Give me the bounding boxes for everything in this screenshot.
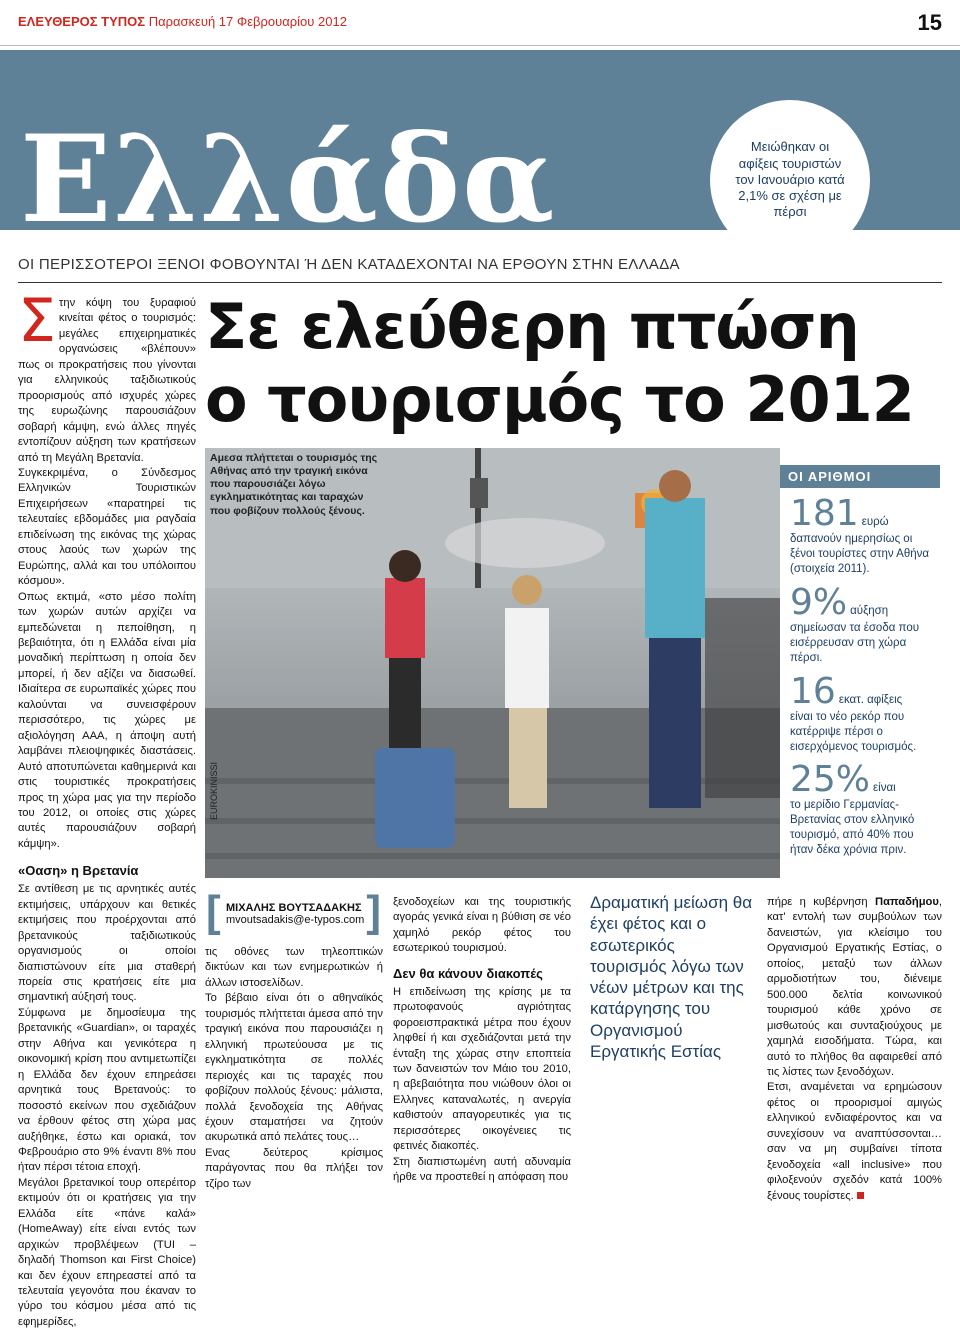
fact-text: είναι το νέο ρεκόρ που κατέρριψε πέρσι ο εισερχόμενος τουρισμός.: [790, 710, 917, 753]
fact-unit: εκατ. αφίξεις: [838, 693, 903, 706]
paper-name: ΕΛΕΥΘΕΡΟΣ ΤΥΠΟΣ: [18, 14, 146, 29]
article-headline: [205, 290, 925, 436]
byline: [206, 887, 381, 936]
article-column-middle-1: [205, 945, 383, 1192]
fact-item: [780, 754, 940, 858]
fact-unit: αύξηση: [850, 604, 889, 617]
issue-date: Παρασκευή 17 Φεβρουαρίου 2012: [148, 14, 347, 29]
paragraph: Μεγάλοι βρετανικοί τουρ οπερέιτορ εκτιμούν ότι οι κρατήσεις για την Ελλάδα είτε «πάνε καλά» (HomeAway) είτε είναι εντός των αρχικών προβλέψεων (TUI – δηλαδή Thomson και First Choice) και δεν έχουν επηρεαστεί από τα τελευταία γεγονότα που έκαναν το γύρο του κόσμου μέσα από τις εφημερίδες,: [18, 1176, 196, 1328]
fact-number: 25%: [790, 759, 871, 801]
section-title: Ελλάδα: [20, 109, 557, 250]
author-name: ΜΙΧΑΛΗΣ ΒΟΥΤΣΑΔΑΚΗΣ: [226, 902, 362, 914]
fact-text: σημείωσαν τα έσοδα που εισέρρευσαν στη χώρα πέρσι.: [790, 621, 920, 664]
lead-text: την κόψη του ξυραφιού κινείται φέτος ο τουρισμός: μεγάλες επιχειρηματικές οργανώσεις «βλέπουν» πως οι προκρατήσεις που γίνονται για ελληνικούς ταξιδιωτικούς προορισμούς από ισχυρές χώρες της ευρωζώνης παρουσιάζουν σοβαρή κάμψη, ενώ άλλες πηγές εντοπίζουν αύξηση των κρατήσεων από τη Μεγάλη Βρετανία.: [18, 297, 196, 464]
headline-line-1: Σε ελεύθερη πτώση: [205, 290, 859, 363]
fact-number: 16: [790, 670, 836, 712]
article-supertitle: ΟΙ ΠΕΡΙΣΣΟΤΕΡΟΙ ΞΕΝΟΙ ΦΟΒΟΥΝΤΑΙ Ή ΔΕΝ ΚΑΤΑΔΕΧΟΝΤΑΙ ΝΑ ΕΡΘΟΥΝ ΣΤΗΝ ΕΛΛΑΔΑ: [18, 256, 680, 273]
paragraph: Σε αντίθεση με τις αρνητικές αυτές εκτιμήσεις, υπάρχουν και θετικές εκτιμήσεις που προέρχονται από βρετανικούς ταξιδιωτικούς οργανισμούς οι οποίοι διαπιστώνουν είτε μια σταθερή πορεία στις κρατήσεις είτε μια σημαντική αύξησή τους.: [18, 883, 196, 1004]
pull-quote: Δραματική μείωση θα έχει φέτος και ο εσωτερικός τουρισμός λόγω των νέων μέτρων και της κατάργησης του Οργανισμού Εργατικής Εστίας: [590, 893, 753, 1061]
section-banner: [0, 50, 960, 250]
paragraph: ξενοδοχείων και της τουριστικής αγοράς γενικά είναι η βύθιση σε νέο χαμηλό ρεκόρ φέτος του εσωτερικού τουρισμού.: [393, 896, 571, 955]
fact-unit: ευρώ: [861, 516, 889, 528]
subheading-britain: «Οαση» η Βρετανία: [18, 863, 139, 879]
end-mark-icon: [857, 1192, 864, 1199]
paragraph: Συγκεκριμένα, ο Σύνδεσμος Ελληνικών Τουριστικών Επιχειρήσεων «παρατηρεί τις τελευταίες εβδομάδες μια ραγδαία επιδείνωση της εικόνας της χώρας στους λαούς των χωρών της Ευρώπης, αλλά και του υπόλοιπου κόσμου».: [18, 466, 196, 588]
fact-item: [780, 666, 940, 755]
paragraph: Ενας δεύτερος κρίσιμος παράγοντας που θα πλήξει τον τζίρο των: [205, 1146, 383, 1190]
fact-number: 9%: [790, 581, 848, 623]
paragraph: Οπως εκτιμά, «στο μέσο πολίτη των χωρών αυτών αρχίζει να εμπεδώνεται η πεποίθηση, η βεβαιότητα, ότι η Ελλάδα είναι μία μοναδική περίπτωση η οποία δεν μπορεί, ή δεν αξίζει να διασωθεί. Ιδιαίτερα σε ευρωπαϊκές χώρες που καλούνται να συνεισφέρουν περισσότερο, τις χώρες με αξιολόγηση ΑΑΑ, η άποψη αυτή λαμβάνει πλειοψηφικές διαστάσεις. Αυτό αποτυπώνεται καθημερινά και στις τουριστικές προκρατήσεις προς τη χώρα μας για την περίοδο του 2012, οι οποίες στις χώρες αυτές παρουσιάζουν σοβαρή κάμψη».: [18, 590, 196, 850]
page-number: 15: [917, 10, 942, 35]
paragraph: [767, 895, 942, 1080]
paragraph: [767, 1080, 942, 1204]
fact-item: [780, 577, 940, 666]
fact-unit: είναι: [873, 782, 896, 795]
bracket-right-icon: ]: [366, 887, 381, 936]
text: πήρε η κυβέρνηση: [767, 896, 875, 908]
subheading-holidays: Δεν θα κάνουν διακοπές: [393, 965, 543, 981]
paragraph: Η επιδείνωση της κρίσης με τα πρωτοφανούς αγριότητας φοροεισπρακτικά μέτρα που έχουν ληφθεί ή και σχεδιάζονται μετά την ένταξη της χώρας στην εποπτεία των δανειστών τον Μάιο του 2010, η αβεβαιότητα που νιώθουν όλοι οι Ελληνες καταναλωτές, η ανεργία καθιστούν απαγορευτικές για τις περισσότερες οικογένειες τις φετινές διακοπές.: [393, 985, 571, 1153]
photo-credit: EUROKINISSI: [209, 761, 219, 820]
text: , κατ' εντολή των συμβούλων των δανειστών, για κλείσιμο του Οργανισμού Εργατικής Εστίας, ο οποίος, μεταξύ των άλλων αρμοδιοτήτων του, διένειμε 500.000 δελτία κοινωνικού τουρισμού κάθε χρόνο σε μισθωτούς και συνταξιούχους με χαμηλά εισοδήματα. Τώρα, και αυτό το πλήθος θα αφαιρεθεί από τις λίστες των ξενοδόχων.: [767, 896, 942, 1078]
numbers-box-title: ΟΙ ΑΡΙΘΜΟΙ: [780, 465, 940, 488]
fact-number: 181: [790, 493, 859, 534]
author-email[interactable]: mvoutsadakis@e-typos.com: [226, 914, 365, 926]
paragraph: τις οθόνες των τηλεοπτικών δικτύων και των ενημερωτικών ή άλλων ιστοσελίδων.: [205, 946, 383, 989]
numbers-box: [780, 465, 940, 855]
dropcap: Σ: [18, 286, 56, 356]
photo-caption: Αμεσα πλήττεται ο τουρισμός της Αθήνας από την τραγική εικόνα που παρουσιάζει λόγω εγκληματικότητας και ταραχών που φοβίζουν πολλούς ξένους.: [210, 452, 378, 517]
paragraph: Το βέβαιο είναι ότι ο αθηναϊκός τουρισμός πλήττεται άμεσα από την τραγική εικόνα που παρουσιάζει η ελληνική πρωτεύουσα με τις εγκληματικότητα σε πολλές περιοχές και τις ταραχές που φοβίζουν πολλούς ξένους: μάλιστα, πολλά ξενοδοχεία της Αθήνας έχουν σταματήσει να ζητούν ακυρωτικά από πελάτες τους…: [205, 992, 383, 1144]
article-column-left: [18, 286, 196, 1330]
fact-item: [780, 488, 940, 577]
masthead: [18, 14, 347, 29]
person-name: Παπαδήμου: [874, 896, 939, 908]
bracket-left-icon: [: [206, 887, 221, 936]
paragraph: Στη διαπιστωμένη αυτή αδυναμία ήρθε να προστεθεί η απόφαση που: [393, 1155, 571, 1184]
text: Ετσι, αναμένεται να ερημώσουν φέτος οι προορισμοί αμιγώς ελληνικού ενδιαφέροντος και να συνεχίσουν να αναπτύσσονται… σαν να μη συμβαίνει τίποτα ξενοδοχεία «all inclusive» που φιλοξενούν σχεδόν κατά 100% ξένους τουρίστες.: [767, 1081, 942, 1202]
fact-text: δαπανούν ημερησίως οι ξένοι τουρίστες στην Αθήνα (στοιχεία 2011).: [790, 533, 930, 575]
paragraph: Σύμφωνα με δημοσίευμα της βρετανικής «Guardian», οι ταραχές στην Αθήνα και γενικότερα η οικονομική κρίση που αντιμετωπίζει η Ελλάδα δεν έχουν επηρεάσει αρνητικά τους Βρετανούς: το ποσοστό εκείνων που σχεδιάζουν να έρθουν φέτος στη χώρα μας αυξήθηκε, έστω και οριακά, τον Φεβρουάριο στο 9% έναντι 8% που ήταν πέρσι τέτοια εποχή.: [18, 1006, 196, 1174]
article-column-middle-2: [393, 895, 571, 1186]
fact-text: το μερίδιο Γερμανίας-Βρετανίας στον ελληνικό τουρισμό, από 40% που ήταν δέκα χρόνια πριν.: [790, 799, 915, 857]
arrivals-badge: [715, 105, 865, 255]
top-bar: [0, 0, 960, 46]
divider: [18, 282, 942, 283]
headline-line-2: ο τουρισμός το 2012: [205, 363, 914, 437]
badge-text: Μειώθηκαν οι αφίξεις τουριστών τον Ιανουάριο κατά 2,1% σε σχέση με πέρσι: [735, 139, 845, 220]
article-column-right: [767, 895, 942, 1204]
lead-paragraph: [18, 286, 196, 466]
